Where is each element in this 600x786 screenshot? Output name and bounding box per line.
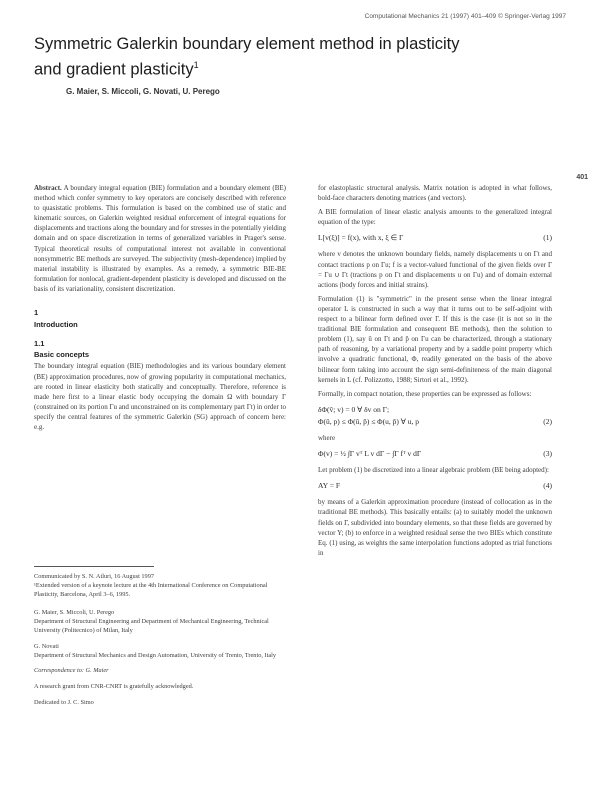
equation-1-number: (1) [543, 233, 552, 243]
title-footnote-mark: 1 [193, 60, 199, 70]
footnotes [34, 566, 286, 715]
abstract-text: A boundary integral equation (BIE) formulation and a boundary element (BE) method which confer symmetry to key operators are concisely described with reference to quasistatic problems. This formulation is based on the combined use of static and kinematic sources, on Galerkin weighted residual enforcement of integral equations for displacements and tractions along the boundary and for stresses in the potentially yielding domain and on space discretization in terms of generalized variables in Prager's sense. Typical theoretical results of computational interest not available in conventional nonsymmetric BE methods are surveyed. The subjectivity (mesh-dependence) implied by material instability is illustrated by examples. As a remedy, a symmetric BIE-BE formulation for nonlocal, gradient-dependent plasticity is developed and discussed on the basis of its variationality, consistent discretization. [34, 184, 286, 293]
correspondence: Correspondence to: G. Maier [34, 667, 109, 675]
equation-1 [318, 233, 552, 243]
equation-4-number: (4) [543, 481, 552, 491]
right-paragraph-1: for elastoplastic structural analysis. Matrix notation is adopted in what follows, bold-face characters denoting matrices (and vectors). [318, 184, 552, 203]
right-paragraph-5: Formally, in compact notation, these properties can be expressed as follows: [318, 389, 532, 398]
abstract-label: Abstract. [34, 184, 62, 192]
affiliation-1-names: G. Maier, S. Miccoli, U. Perego [34, 609, 115, 617]
equation-2-number: (2) [543, 416, 552, 426]
footnote-communicated [34, 573, 286, 599]
page-number: 401 [576, 174, 588, 181]
communicated-text: Communicated by S. N. Atluri, 16 August 1997 [34, 573, 154, 580]
left-column [34, 183, 286, 436]
equation-4 [318, 481, 552, 491]
right-column [318, 183, 552, 562]
equation-2a [318, 405, 552, 415]
paper-title [34, 34, 474, 81]
equation-2a-body: δΦ(v̂; v) = 0 ∀ δv on Γ; [318, 404, 390, 414]
affiliation-2-name: G. Novati [34, 642, 59, 650]
subsection-number: 1.1 [34, 339, 45, 349]
right-paragraph-7: by means of a Galerkin approximation procedure (instead of collocation as in the traditional BE methods). This basically entails: (a) to suitably model the unknown fields on Γ, subdivided into boundary elements, so that these fields are governed by vector Y; (b) to enforce in a weighted residual sense the two BIEs which constitute Eq. (1) using, as weights the same interpolation functions adopted as trial functions in [318, 498, 552, 557]
affiliation-1 [34, 609, 286, 635]
affiliation-2-text: Department of Structural Mechanics and Design Automation, University of Trento, Trento, Italy [34, 651, 277, 659]
equation-3-number: (3) [543, 449, 552, 459]
author-list: G. Maier, S. Miccoli, G. Novati, U. Perego [66, 87, 220, 96]
journal-header: Computational Mechanics 21 (1997) 401–409 © Springer-Verlag 1997 [364, 13, 566, 20]
right-paragraph-4: Formulation (1) is "symmetric" in the present sense when the linear integral operator L is constructed in such a way that it turns out to be self-adjoint with respect to a bilinear form defined over Γ. If this is the case (it is not so in the traditional BIE formulation and consequent BE methods), then the solution to problem (1), say û on Γt and p̂ on Γu can be characterized, through a stationary path of reasoning, by a variational property and by a saddle point property which involve a quadratic functional, Φ, readily generated on the basis of the above bilinear form taking into account the sign semi-definiteness of the main diagonal kernels in L (cf. Polizzotto, 1988; Sirtori et al., 1992). [318, 294, 552, 384]
where-label: where [318, 433, 336, 442]
affiliation-2 [34, 643, 286, 661]
equation-3-body: Φ(v) = ½ ∫Γ vᵀ L v dΓ − ∫Γ fᵀ v dΓ [318, 449, 422, 459]
right-paragraph-3: where v denotes the unknown boundary fields, namely displacements u on Γt and contact tractions p on Γu; f is a vector-valued functional of the given fields over Γ = Γu ∪ Γt (tractions p on Γt and displacements u on Γu) and of domain external actions (body forces and initial strains). [318, 250, 552, 289]
equation-1-body: L[v(ξ)] = f(x), with x, ξ ∈ Γ [318, 233, 404, 243]
acknowledgement: A research grant from CNR-CNRT is gratefully acknowledged. [34, 683, 194, 691]
dedication: Dedicated to J. C. Simo [34, 698, 94, 706]
section-title: Introduction [34, 320, 78, 330]
title-text: Symmetric Galerkin boundary element method in plasticity and gradient plasticity [34, 35, 460, 79]
equation-2b-body: Φ(û, p) ≤ Φ(û, p̂) ≤ Φ(u, p̂) ∀ u, p [318, 416, 420, 426]
extended-version-text: ¹Extended version of a keynote lecture at the 4th International Conference on Computational Plasticity, Barcelona, April 3–6, 1995. [34, 581, 268, 598]
footnote-rule [34, 566, 154, 567]
right-paragraph-2: A BIE formulation of linear elastic analysis amounts to the generalized integral equation of the type: [318, 208, 552, 227]
intro-paragraph: The boundary integral equation (BIE) methodologies and its various boundary element (BE) approximation procedures, now of growing popularity in computational mechanics, are rooted in linear elasticity both statically and conceptually. Therefore, reference is made here first to a linear elastic body occupying the domain Ω with boundary Γ (constrained on its portion Γu and unconstrained on its complementary part Γt) in order to specify the central features of the symmetric Galerkin (SG) approach of concern here: e.g. [34, 362, 286, 431]
equation-4-body: AY = F [318, 481, 341, 491]
affiliation-1-text: Department of Structural Engineering and Department of Mechanical Engineering, Technical University (Politecnico) of Milan, Italy [34, 618, 269, 634]
abstract [34, 183, 286, 294]
subsection-title: Basic concepts [34, 350, 90, 360]
equation-2b [318, 417, 552, 427]
section-number: 1 [34, 308, 39, 318]
right-paragraph-6: Let problem (1) be discretized into a linear algebraic problem (BE being adopted): [318, 466, 549, 475]
equation-3 [318, 449, 552, 459]
